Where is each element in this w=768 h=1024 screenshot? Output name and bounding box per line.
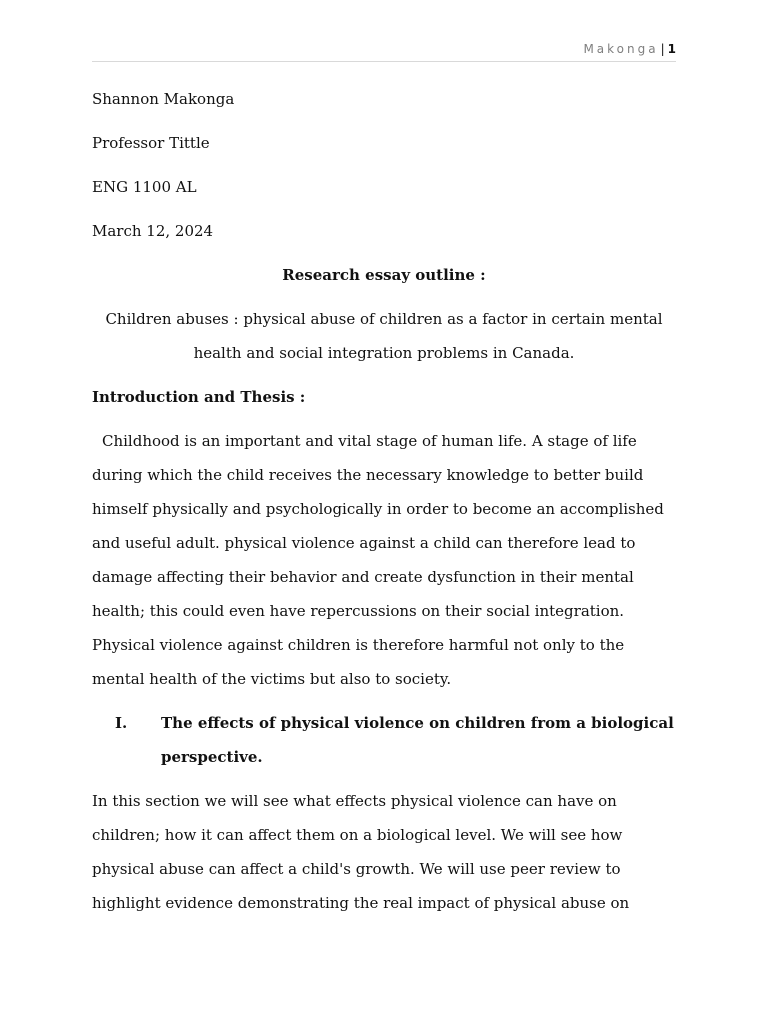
professor-name: Professor Tittle <box>92 134 210 152</box>
outline-title: Research essay outline : <box>282 266 486 284</box>
page-header <box>92 42 676 62</box>
header-author-name: Makonga <box>583 42 659 56</box>
section-1-title: The effects of physical violence on children from a biological perspective. <box>161 714 674 766</box>
essay-date: March 12, 2024 <box>92 222 214 240</box>
section-1-paragraph: In this section we will see what effects physical violence can have on children; how it can affect them on a biological level. We will see how physical abuse can affect a child's growth. We will use peer review to highlight evidence demonstrating the real impact of physical abuse on <box>92 792 630 912</box>
course-code: ENG 1100 AL <box>92 178 197 196</box>
section-1-number: I. <box>115 714 128 732</box>
section-1-heading <box>92 706 676 774</box>
introduction-paragraph: Childhood is an important and vital stage of human life. A stage of life during which the child receives the necessary knowledge to better build himself physically and psychologically in order to become an accomplished and useful adult. physical violence against a child can therefore lead to damage affecting their behavior and create dysfunction in their mental health; this could even have repercussions on their social integration. Physical violence against children is therefore harmful not only to the mental health of the victims but also to society. <box>92 432 664 688</box>
document-body <box>92 82 676 930</box>
header-page-number: 1 <box>667 42 676 56</box>
header-separator: | <box>660 42 665 56</box>
introduction-heading: Introduction and Thesis : <box>92 388 306 406</box>
student-name: Shannon Makonga <box>92 90 235 108</box>
essay-topic: Children abuses : physical abuse of children as a factor in certain mental health and social integration problems in Canada. <box>105 310 663 362</box>
